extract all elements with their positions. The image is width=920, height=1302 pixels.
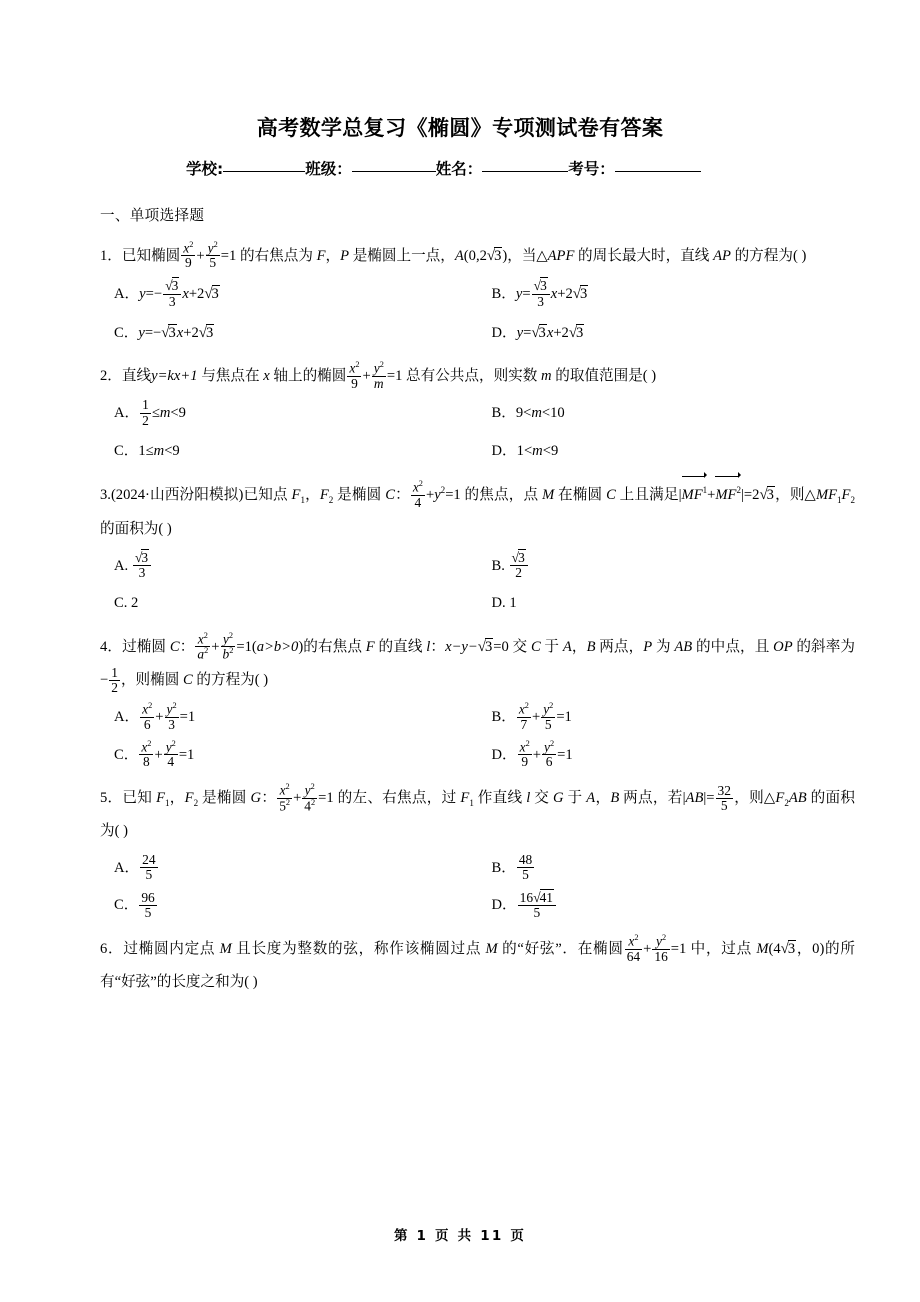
name-blank[interactable] [482, 171, 568, 172]
q5-fraction-2: $\frac{y^2}{4^2}$ [304, 782, 316, 814]
question-4-option-C[interactable]: C． $\frac{x^2}{8}$ + $\frac{y^2}{4}$ =1 [114, 738, 195, 770]
q1-text-4: 是椭圆上一点， [352, 247, 455, 264]
question-4-option-B[interactable]: B． $\frac{x^2}{7}$ + $\frac{y^2}{5}$ =1 [491, 701, 572, 732]
question-1-option-D[interactable]: D．y=√3x+2√3 [491, 324, 584, 341]
question-3-options-row-1 [100, 550, 855, 584]
q3-text-11: ，则△ [774, 487, 816, 504]
question-6-stem: 6．过椭圆内定点 M 且长度为整数的弦，称作该椭圆过点 M 的“好弦”．在椭圆 $\frac{x^2}{64}$ + $\frac{y^2}{16}$ =1 中，过点 M(4√3，0)的所有“好弦”的长度之和为( ) [100, 933, 855, 991]
page-footer: 第 1 页 共 11 页 [393, 1228, 527, 1244]
q4-text-10: 两点， [599, 638, 644, 655]
q5-text-12: ，则△ [733, 790, 776, 807]
q6-fraction-2: $\frac{y^2}{16}$ [654, 933, 668, 964]
q2-text-5: 的取值范围是( ) [555, 368, 657, 385]
q4-fraction-2: $\frac{y^2}{b^2}$ [222, 630, 234, 662]
q1-var-F: F [316, 247, 326, 264]
examid-label: 考号： [568, 160, 615, 178]
question-1-options-row-1 [100, 277, 855, 312]
q1-text-1: 1．已知椭圆 [100, 247, 181, 264]
q3-text-1: 3.(2024·山西汾阳模拟)已知点 [100, 487, 288, 504]
q2-text-2: 与焦点在 [201, 368, 260, 385]
class-blank[interactable] [352, 171, 436, 172]
q6-text-1: 6．过椭圆内定点 [100, 940, 216, 957]
q5-var-AB: AB [685, 790, 704, 807]
q3-var-C2: C [606, 487, 616, 504]
q5-text-13: 的面积为( ) [100, 790, 855, 839]
q3-text-3: 是椭圆 [337, 487, 382, 504]
question-1-option-C[interactable]: C．y=−√3x+2√3 [114, 324, 214, 341]
question-3 [100, 478, 855, 620]
q4-var-P: P [643, 638, 653, 655]
q4-text-8: 于 [544, 638, 560, 655]
q5-text-8: 于 [567, 790, 583, 807]
question-2-option-A[interactable]: A． $\frac{1}{2}$ ≤m<9 [114, 397, 186, 428]
q5-text-3: 是椭圆 [202, 790, 247, 807]
q1-text-2: =1 的右焦点为 [220, 247, 313, 264]
q3-text-4: ： [394, 487, 410, 504]
q5-var-B: B [610, 790, 620, 807]
examid-field[interactable] [568, 157, 701, 179]
question-5-option-D[interactable]: D． $\frac{16√41}{5}$ [478, 889, 856, 923]
q4-text-3: =1( [236, 638, 257, 655]
question-3-stem: 3.(2024·山西汾阳模拟)已知点 $F_1$，$F_2$ 是椭圆 C： $\frac{x^2}{4}$ $+y^2=1$ 的焦点，点 M 在椭圆 C 上且满足$|MF^1+MF^2|=2√3$，则$\triangle MF_1F_2$ 的面积为( ) [100, 479, 855, 537]
q4-text-1: 4．过椭圆 [100, 638, 167, 655]
q5-text-1: 5．已知 [100, 790, 153, 807]
q3-text-7: 在椭圆 [558, 487, 603, 504]
class-field[interactable] [305, 157, 436, 179]
question-5-options-row-1 [100, 852, 855, 886]
q3-var-y: y [434, 487, 441, 504]
q4-text-12: 的中点，且 [695, 638, 770, 655]
q4-line-eq: x−y− [445, 638, 478, 655]
question-3-options-row-2 [100, 587, 855, 621]
q5-text-11: |= [703, 790, 715, 807]
page-title: 高考数学总复习《椭圆》专项测试卷有答案 [256, 116, 664, 140]
question-1-options-row-2 [100, 316, 855, 351]
q3-text-12: 的面积为( ) [100, 520, 172, 537]
q3-sqrt-3: √3 [759, 487, 774, 504]
q4-text-4: )的右焦点 [298, 638, 363, 655]
q5-text-10: 两点，若| [623, 790, 686, 807]
q1-text-8: 的方程为( ) [734, 247, 807, 264]
q3-fraction-1: $\frac{x^2}{4}$ [412, 479, 423, 510]
q2-fraction-2: $\frac{y^2}{m}$ [373, 360, 384, 391]
q3-text-6: =1 的焦点，点 [445, 487, 539, 504]
q1-text-6: )，当△ [502, 247, 548, 264]
question-5-option-A[interactable]: A． $\frac{24}{5}$ [114, 852, 156, 883]
q1-text-7: 的周长最大时，直线 [578, 247, 710, 264]
question-2-stem: 2．直线y=kx+1 与焦点在 x 轴上的椭圆 $\frac{x^2}{9}$ + $\frac{y^2}{m}$ =1 总有公共点，则实数 m 的取值范围是( ) [100, 360, 657, 391]
question-1-option-A[interactable]: A．y=− $\frac{√3}{3}$ x+2√3 [114, 278, 219, 309]
question-1 [100, 240, 855, 351]
question-5-option-B[interactable]: B． $\frac{48}{5}$ [491, 852, 533, 883]
name-label: 姓名： [435, 160, 483, 178]
question-3-option-D[interactable]: D. 1 [491, 595, 517, 612]
q4-var-C: C [169, 638, 180, 655]
q6-text-4: =1 中，过点 [670, 940, 752, 957]
question-1-option-B[interactable]: B．y= $\frac{√3}{3}$ x+2√3 [491, 278, 588, 309]
question-2-options-row-2 [100, 435, 855, 469]
q5-fraction-3: $\frac{32}{5}$ [717, 782, 731, 813]
question-4-options-row-1 [100, 701, 855, 735]
name-field[interactable] [436, 157, 569, 179]
q3-text-8: 上且满足| [619, 487, 682, 504]
q4-var-B: B [586, 638, 596, 655]
q4-var-A: A [562, 638, 572, 655]
question-2-option-D[interactable]: D．1<m<9 [491, 442, 559, 459]
student-info-line [186, 157, 752, 179]
question-2-option-C[interactable]: C．1≤m<9 [114, 442, 180, 459]
q2-text-1: 2．直线 [100, 368, 152, 385]
q5-var-F2AB: F [775, 790, 785, 807]
q4-text-9: ， [571, 638, 587, 655]
q3-var-C: C [385, 487, 395, 504]
q5-text-5: =1 的左、右焦点，过 [318, 790, 457, 807]
question-5-stem: 5．已知 $F_1$，$F_2$ 是椭圆 G： $\frac{x^2}{5^2}$ + $\frac{y^2}{4^2}$ =1 的左、右焦点，过 $F_1$ 作直线 l 交 G 于 A，B 两点，若|AB|= $\frac{32}{5}$ ，则$\triangle F_2AB$ 的面积为( ) [100, 782, 855, 839]
q5-var-G: G [250, 790, 262, 807]
school-blank[interactable] [223, 171, 305, 172]
q3-var-M: M [542, 487, 555, 504]
question-1-stem: 1．已知椭圆 $\frac{x^2}{9}$ + $\frac{y^2}{5}$ =1 的右焦点为 F，P 是椭圆上一点，A(0,2√3)，当△APF 的周长最大时，直线 AP 的方程为( ) [100, 240, 855, 274]
q1-var-AP: AP [713, 247, 731, 264]
q3-var-MF1F2: MF [815, 487, 838, 504]
q4-var-l: l [426, 638, 431, 655]
q6-sqrt-3: √3 [780, 940, 796, 957]
question-4 [100, 631, 855, 772]
q4-var-F: F [365, 638, 375, 655]
q3-text-9: + [707, 487, 716, 504]
question-4-stem: 4．过椭圆 C： $\frac{x^2}{a^2}$ + $\frac{y^2}{b^2}$ =1(a>b>0)的右焦点 F 的直线 l：x−y−√3=0 交 C 于 A，B 两点，P 为 AB 的中点，且 OP 的斜率为− $\frac{1}{2}$ ，则椭圆 C 的方程为( ) [100, 630, 856, 695]
examid-blank[interactable] [615, 171, 701, 172]
q5-text-2: ， [169, 790, 185, 807]
q6-fraction-1: $\frac{x^2}{64}$ [626, 933, 641, 964]
question-3-option-C[interactable]: C. 2 [114, 595, 139, 612]
q6-text-3: 的“好弦”．在椭圆 [502, 940, 624, 957]
q1-text-3: ， [325, 247, 341, 264]
question-4-options-row-2 [100, 739, 855, 773]
school-field[interactable] [186, 157, 305, 179]
q3-var-F1: F [291, 487, 301, 504]
q4-text-5: 的直线 [378, 638, 423, 655]
q4-text-14: ，则椭圆 [120, 672, 180, 689]
q2-var-x: x [263, 368, 270, 385]
question-2-option-B[interactable]: B．9<m<10 [491, 405, 565, 422]
q5-var-l: l [526, 790, 531, 807]
q1-text-5: (0,2 [463, 247, 487, 264]
class-label: 班级： [305, 160, 352, 178]
q2-text-4: =1 总有公共点，则实数 [386, 368, 538, 385]
question-4-option-A[interactable]: A． $\frac{x^2}{6}$ + $\frac{y^2}{3}$ =1 [114, 701, 196, 732]
question-list [100, 207, 855, 1009]
q2-fraction-1: $\frac{x^2}{9}$ [349, 360, 360, 391]
question-2-options-row-1 [100, 397, 855, 431]
q4-var-AB: AB [674, 638, 693, 655]
q3-text-5: + [425, 487, 435, 504]
q2-equation: y=kx+1 [151, 368, 198, 385]
q3-text-10: |=2 [741, 487, 760, 504]
q6-var-M3: M [756, 940, 769, 957]
q5-text-9: ， [595, 790, 611, 807]
question-3-option-B[interactable]: B. $\frac{√3}{2}$ [478, 550, 856, 584]
q5-var-F2: F [184, 790, 194, 807]
q4-cond-ab: a>b>0 [256, 638, 299, 655]
q5-text-4: ： [261, 790, 277, 807]
q3-var-F2: F [319, 487, 329, 504]
q6-var-M2: M [485, 940, 498, 957]
q6-var-M: M [219, 940, 232, 957]
q4-fraction-1: $\frac{x^2}{a^2}$ [197, 630, 209, 662]
q1-var-P: P [340, 247, 350, 264]
q4-var-C2: C [530, 638, 541, 655]
q4-var-OP: OP [773, 638, 793, 655]
q5-var-A: A [586, 790, 596, 807]
q2-text-3: 轴上的椭圆 [273, 368, 347, 385]
q1-fraction-1: $\frac{x^2}{9}$ [183, 239, 194, 271]
q3-vector-MF1: $MF^1$ [682, 478, 708, 512]
q6-text-2: 且长度为整数的弦，称作该椭圆过点 [236, 940, 482, 957]
q4-fraction-3: $\frac{1}{2}$ [111, 664, 118, 695]
question-5-options-row-2 [100, 889, 855, 923]
q4-text-15: 的方程为( ) [196, 672, 269, 689]
question-5-option-C[interactable]: C． $\frac{96}{5}$ [114, 889, 155, 920]
q3-vector-MF2: $MF^2$ [715, 478, 741, 512]
q5-var-F1b: F [460, 790, 470, 807]
q4-text-2: ： [179, 638, 195, 655]
question-5 [100, 782, 855, 923]
q1-var-APF: APF [547, 247, 575, 264]
question-2 [100, 360, 855, 468]
q1-fraction-2: $\frac{y^2}{5}$ [207, 239, 218, 271]
q5-var-F1: F [156, 790, 165, 807]
q5-fraction-1: $\frac{x^2}{5^2}$ [279, 782, 291, 814]
q4-text-11: 为 [655, 638, 671, 655]
q4-text-6: ： [430, 638, 446, 655]
school-label: 学校: [186, 160, 224, 178]
question-4-option-D[interactable]: D． $\frac{x^2}{9}$ + $\frac{y^2}{6}$ =1 [491, 738, 573, 770]
q5-text-6: 作直线 [477, 790, 523, 807]
question-3-option-A[interactable]: A. $\frac{√3}{3}$ [100, 550, 478, 584]
section-heading: 一、单项选择题 [100, 208, 205, 224]
question-6 [100, 933, 855, 999]
q4-text-7: =0 交 [493, 638, 528, 655]
q4-text-13: 的斜率为− [100, 638, 856, 689]
q4-sqrt-3: √3 [477, 638, 493, 655]
q6-text-5: (4 [768, 940, 781, 957]
q5-var-G2: G [553, 790, 564, 807]
q6-text-6: ，0)的所有“好弦”的长度之和为( ) [100, 940, 855, 991]
q1-sqrt-3: √3 [486, 247, 502, 264]
q5-text-7: 交 [534, 790, 550, 807]
q1-var-A: A [454, 247, 464, 264]
q4-var-C3: C [183, 672, 193, 689]
q2-var-m: m [541, 368, 552, 385]
q3-text-2: ， [304, 487, 320, 504]
